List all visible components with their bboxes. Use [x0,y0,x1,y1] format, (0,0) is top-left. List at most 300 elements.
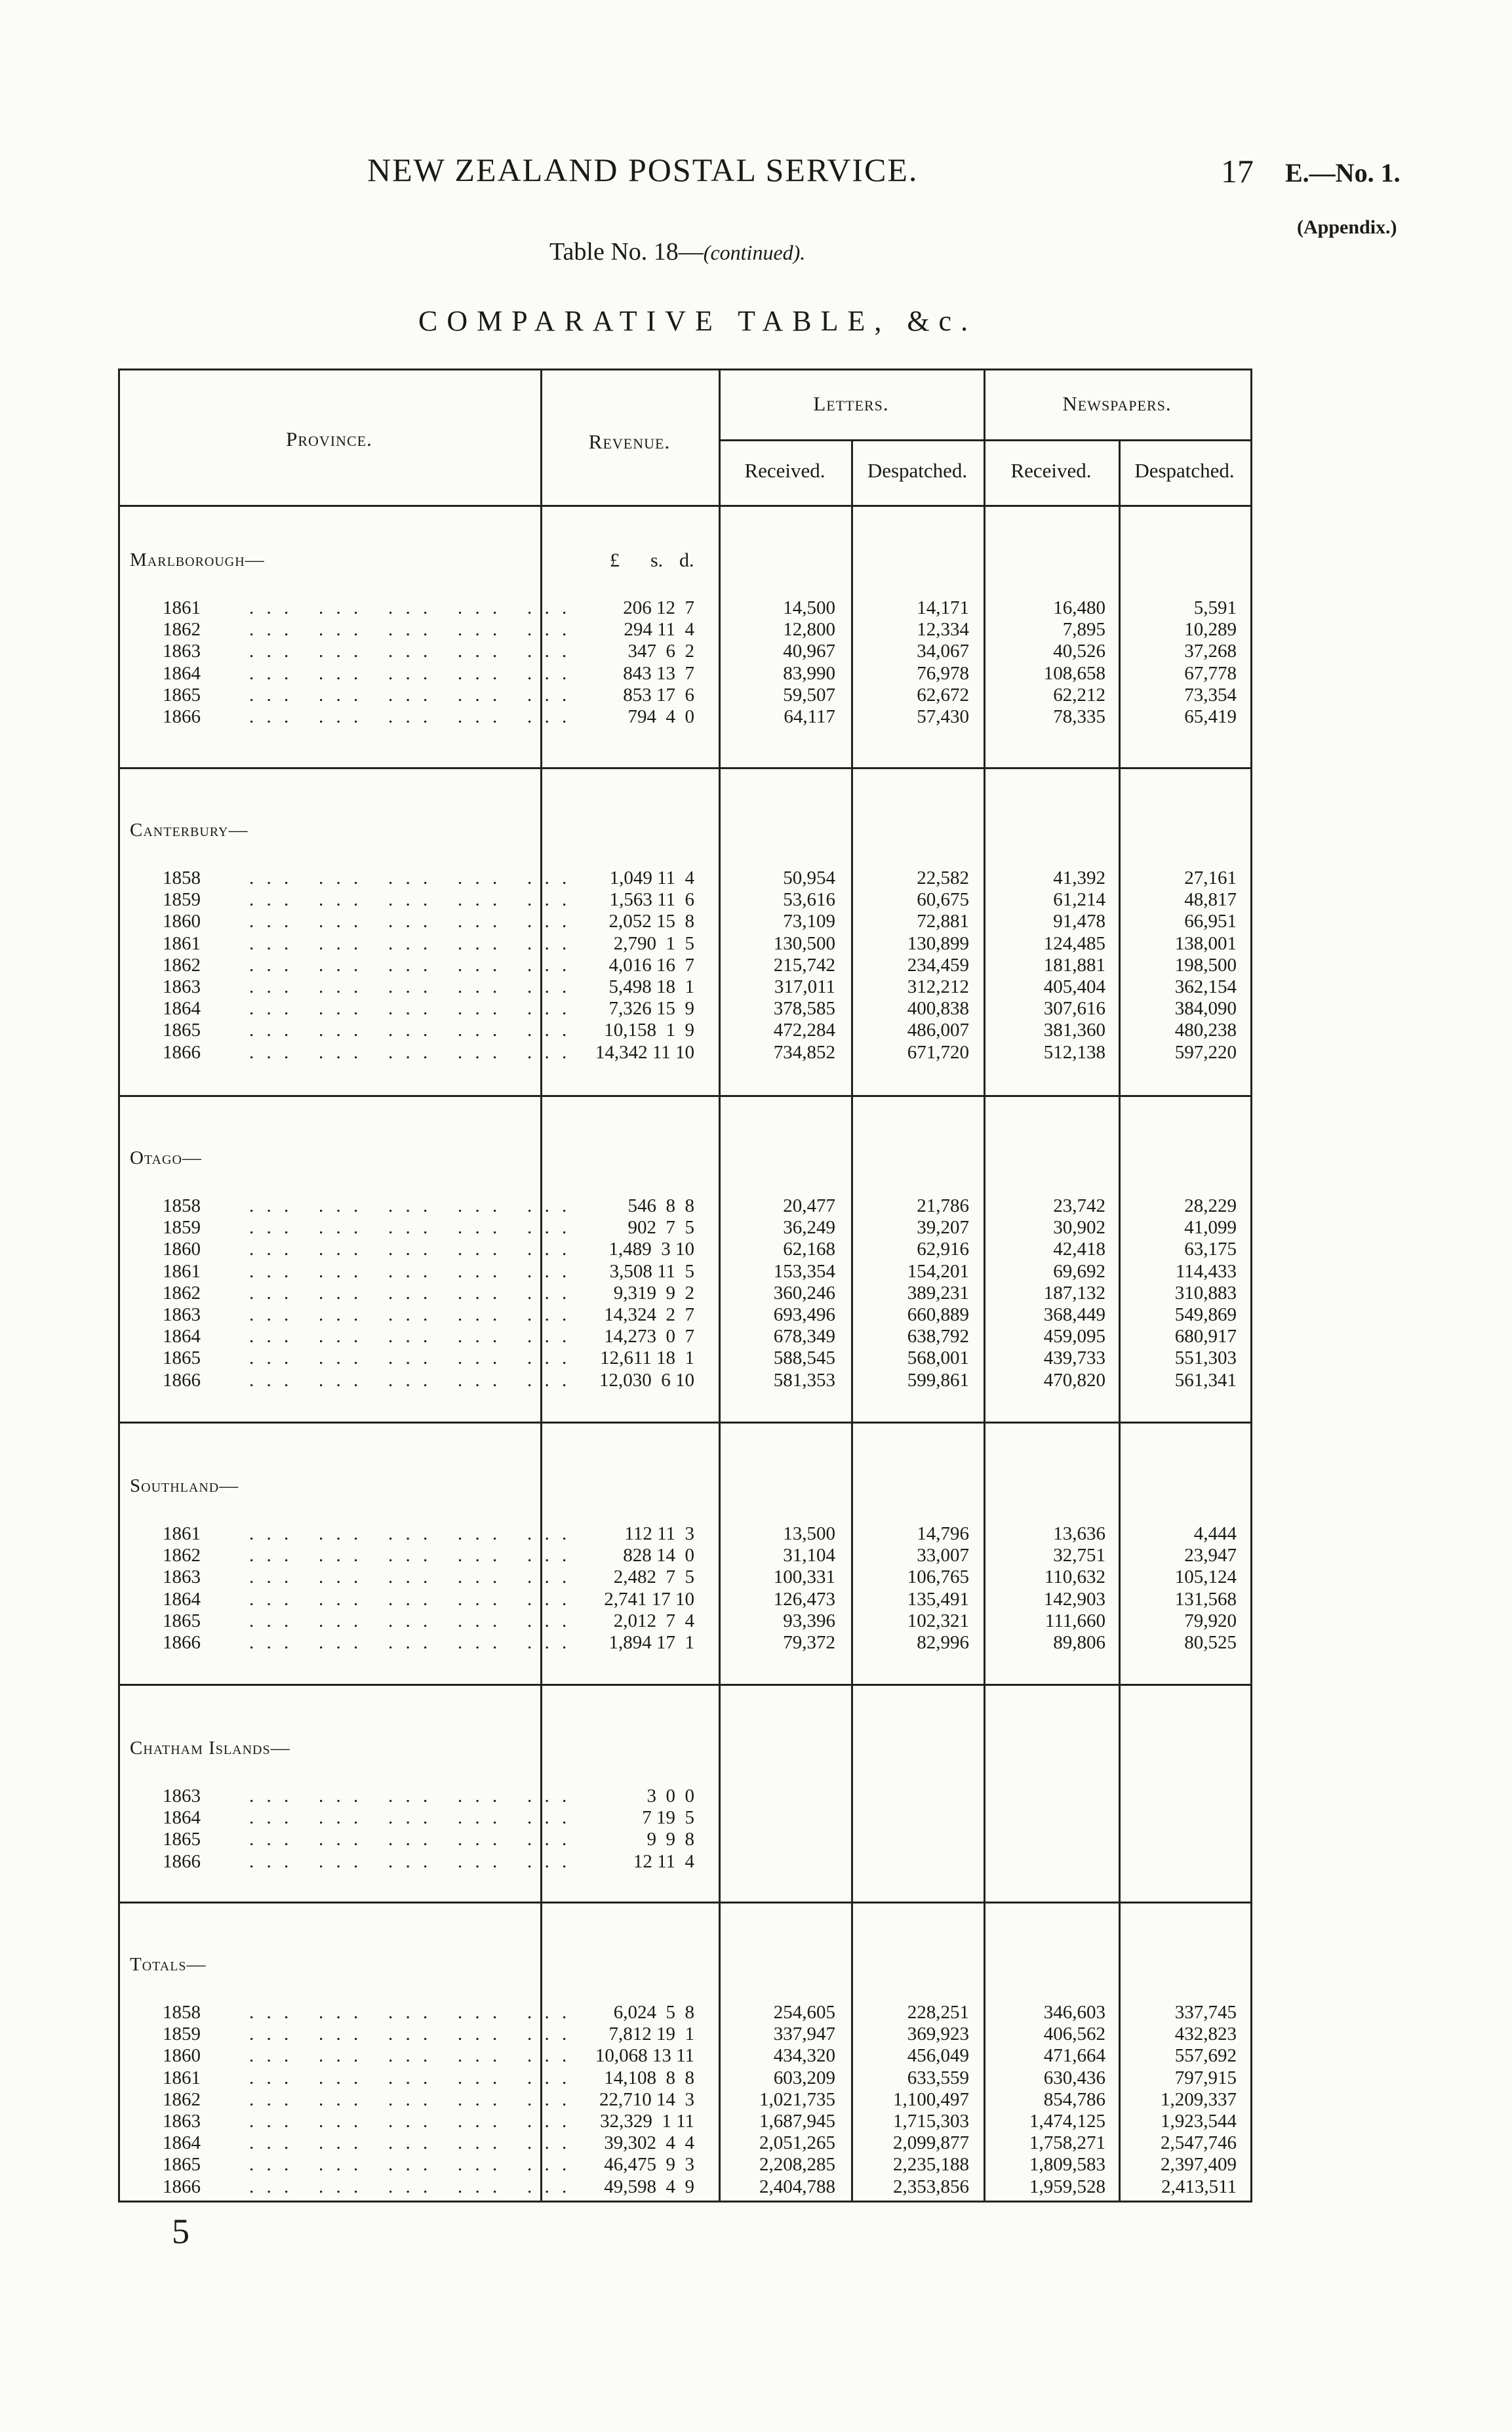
newspapers-despatched-cell: 2,397,409 [1161,2154,1237,2176]
year-cell: 1862 [163,1545,201,1566]
letters-despatched-cell: 1,100,497 [893,2088,969,2110]
letters-received-cell: 678,349 [773,1326,835,1347]
leader-dots: . . . . . . . . . . . . . . . [249,998,571,1020]
table-row [0,867,1512,889]
letters-received-cell: 126,473 [773,1588,835,1610]
rule-section-3 [118,1422,1252,1424]
year-cell: 1866 [163,2176,201,2197]
revenue-cell: 902 7 5 [627,1217,694,1239]
revenue-cell: 46,475 9 3 [604,2154,694,2176]
letters-despatched-cell: 599,861 [907,1369,969,1391]
rule-subheader [719,439,1252,441]
leader-dots: . . . . . . . . . . . . . . . [249,1041,571,1063]
newspapers-despatched-cell: 37,268 [1184,641,1237,662]
newspapers-received-cell: 1,959,528 [1029,2176,1105,2197]
letters-received-cell: 434,320 [773,2045,835,2067]
newspapers-received-cell: 1,474,125 [1029,2111,1105,2132]
year-cell: 1862 [163,2088,201,2110]
year-cell: 1866 [163,706,201,727]
leader-dots: . . . . . . . . . . . . . . . [249,2045,571,2067]
revenue-cell: 9 9 8 [647,1829,694,1850]
newspapers-received-cell: 124,485 [1043,932,1105,954]
letters-despatched-cell: 234,459 [907,954,969,976]
leader-dots: . . . . . . . . . . . . . . . [249,1260,571,1282]
table-row [0,1588,1512,1610]
newspapers-despatched-cell: 337,745 [1174,2002,1237,2023]
letters-received-cell: 2,051,265 [759,2132,835,2154]
newspapers-despatched-cell: 310,883 [1174,1282,1237,1304]
letters-despatched-cell: 62,916 [917,1239,969,1260]
newspapers-despatched-cell: 23,947 [1184,1545,1237,1566]
letters-received-cell: 59,507 [783,684,835,706]
year-cell: 1865 [163,1610,201,1631]
rule-header-bottom [118,505,1252,507]
leader-dots: . . . . . . . . . . . . . . . [249,932,571,954]
year-cell: 1863 [163,1566,201,1588]
newspapers-received-cell: 62,212 [1053,684,1105,706]
newspapers-despatched-cell: 680,917 [1174,1326,1237,1347]
table-row [0,1019,1512,1041]
newspapers-despatched-cell: 597,220 [1174,1041,1237,1063]
table-row [0,2110,1512,2132]
letters-despatched-cell: 486,007 [907,1020,969,1041]
leader-dots: . . . . . . . . . . . . . . . [249,1020,571,1041]
revenue-cell: 14,342 11 10 [595,1041,694,1063]
page-number: 17 [1221,153,1254,189]
newspapers-despatched-cell: 138,001 [1174,932,1237,954]
newspapers-received-cell: 405,404 [1043,976,1105,997]
section-label: Totals— [130,1954,207,1975]
newspapers-despatched-cell: 480,238 [1174,1020,1237,1041]
table-row [0,2088,1512,2111]
leader-dots: . . . . . . . . . . . . . . . [249,976,571,997]
leader-dots: . . . . . . . . . . . . . . . [249,1523,571,1544]
year-cell: 1859 [163,2023,201,2045]
rule-bottom [118,2201,1252,2203]
leader-dots: . . . . . . . . . . . . . . . [249,1807,571,1829]
leader-dots: . . . . . . . . . . . . . . . [249,1850,571,1872]
newspapers-received-cell: 32,751 [1053,1545,1105,1566]
newspapers-despatched-cell: 27,161 [1184,867,1237,888]
table-row [0,1785,1512,1807]
table-row [0,888,1512,911]
letters-despatched-cell: 22,582 [917,867,969,888]
revenue-cell: 2,052 15 8 [608,911,694,932]
letters-received-cell: 36,249 [783,1217,835,1239]
table-row [0,932,1512,955]
revenue-cell: 14,324 2 7 [604,1304,694,1325]
year-cell: 1864 [163,662,201,684]
year-cell: 1864 [163,1588,201,1610]
year-cell: 1860 [163,1239,201,1260]
letters-despatched-cell: 633,559 [907,2067,969,2088]
table-row [0,1369,1512,1391]
newspapers-despatched-cell: 63,175 [1184,1239,1237,1260]
year-cell: 1863 [163,641,201,662]
letters-despatched-cell: 312,212 [907,976,969,997]
letters-despatched-cell: 102,321 [907,1610,969,1631]
letters-received-cell: 62,168 [783,1239,835,1260]
year-cell: 1864 [163,998,201,1020]
leader-dots: . . . . . . . . . . . . . . . [249,684,571,706]
section-label: Canterbury— [130,820,249,841]
revenue-cell: 22,710 14 3 [599,2088,694,2110]
year-cell: 1866 [163,1041,201,1063]
letters-despatched-cell: 130,899 [907,932,969,954]
table-row [0,910,1512,932]
letters-received-cell: 378,585 [773,998,835,1020]
year-cell: 1861 [163,1260,201,1282]
revenue-cell: 7 19 5 [642,1807,694,1829]
newspapers-despatched-cell: 797,915 [1174,2067,1237,2088]
newspapers-despatched-cell: 10,289 [1184,619,1237,641]
letters-despatched-cell: 660,889 [907,1304,969,1325]
letters-received-cell: 337,947 [773,2023,835,2045]
table-number-label: Table No. 18— [549,238,704,266]
newspapers-received-cell: 61,214 [1053,889,1105,911]
letters-received-cell: 254,605 [773,2002,835,2023]
leader-dots: . . . . . . . . . . . . . . . [249,2088,571,2110]
revenue-cell: 1,563 11 6 [609,889,694,911]
section-label: Chatham Islands— [130,1738,290,1759]
table-row [0,2176,1512,2198]
leader-dots: . . . . . . . . . . . . . . . [249,911,571,932]
newspapers-despatched-cell: 549,869 [1174,1304,1237,1325]
leader-dots: . . . . . . . . . . . . . . . [249,2176,571,2197]
table-title: COMPARATIVE TABLE, &c. [418,305,978,337]
table-row [0,1304,1512,1326]
letters-received-cell: 130,500 [773,932,835,954]
revenue-cell: 12 11 4 [633,1850,694,1872]
letters-received-cell: 215,742 [773,954,835,976]
letters-despatched-cell: 456,049 [907,2045,969,2067]
letters-despatched-cell: 568,001 [907,1347,969,1369]
newspapers-received-cell: 459,095 [1043,1326,1105,1347]
newspapers-received-cell: 16,480 [1053,597,1105,618]
letters-received-cell: 83,990 [783,662,835,684]
letters-received-cell: 20,477 [783,1195,835,1216]
leader-dots: . . . . . . . . . . . . . . . [249,1610,571,1631]
leader-dots: . . . . . . . . . . . . . . . [249,1588,571,1610]
leader-dots: . . . . . . . . . . . . . . . [249,1566,571,1588]
newspapers-despatched-cell: 2,547,746 [1161,2132,1237,2154]
year-cell: 1861 [163,1523,201,1544]
leader-dots: . . . . . . . . . . . . . . . [249,1282,571,1304]
newspapers-despatched-cell: 67,778 [1184,662,1237,684]
leader-dots: . . . . . . . . . . . . . . . [249,1326,571,1347]
rule-section-2 [118,1095,1252,1097]
leader-dots: . . . . . . . . . . . . . . . [249,1829,571,1850]
table-row [0,954,1512,976]
leader-dots: . . . . . . . . . . . . . . . [249,867,571,888]
letters-despatched-cell: 57,430 [917,706,969,727]
revenue-cell: 2,482 7 5 [613,1566,694,1588]
newspapers-received-cell: 89,806 [1053,1632,1105,1653]
header-letters-despatched: Despatched. [867,459,968,482]
newspapers-despatched-cell: 4,444 [1193,1523,1237,1544]
letters-despatched-cell: 2,099,877 [893,2132,969,2154]
letters-despatched-cell: 671,720 [907,1041,969,1063]
letters-received-cell: 31,104 [783,1545,835,1566]
table-row [0,1631,1512,1654]
letters-received-cell: 360,246 [773,1282,835,1304]
letters-despatched-cell: 14,796 [917,1523,969,1544]
letters-received-cell: 50,954 [783,867,835,888]
revenue-cell: 7,326 15 9 [608,998,694,1020]
year-cell: 1865 [163,1020,201,1041]
newspapers-received-cell: 41,392 [1053,867,1105,888]
header-revenue: Revenue. [588,430,671,453]
table-row [0,640,1512,662]
header-letters: Letters. [813,392,889,415]
series-number: E.—No. 1. [1285,158,1401,188]
newspapers-despatched-cell: 1,923,544 [1161,2111,1237,2132]
table-row [0,1195,1512,1217]
newspapers-despatched-cell: 551,303 [1174,1347,1237,1369]
letters-received-cell: 1,687,945 [759,2111,835,2132]
revenue-cell: 14,273 0 7 [604,1326,694,1347]
leader-dots: . . . . . . . . . . . . . . . [249,2154,571,2176]
table-row [0,1806,1512,1829]
pence-label: d. [679,549,694,571]
newspapers-despatched-cell: 384,090 [1174,998,1237,1020]
revenue-cell: 853 17 6 [623,684,694,706]
letters-despatched-cell: 34,067 [917,641,969,662]
table-row [0,1238,1512,1260]
newspapers-despatched-cell: 80,525 [1184,1632,1237,1653]
year-cell: 1864 [163,2132,201,2154]
table-row [0,684,1512,706]
year-cell: 1866 [163,1369,201,1391]
letters-despatched-cell: 400,838 [907,998,969,1020]
year-cell: 1866 [163,1850,201,1872]
newspapers-received-cell: 30,902 [1053,1217,1105,1239]
leader-dots: . . . . . . . . . . . . . . . [249,1195,571,1216]
newspapers-received-cell: 111,660 [1044,1610,1105,1631]
revenue-cell: 12,030 6 10 [599,1369,694,1391]
revenue-cell: 2,741 17 10 [604,1588,694,1610]
letters-despatched-cell: 14,171 [917,597,969,618]
newspapers-despatched-cell: 114,433 [1175,1260,1237,1282]
page-title: NEW ZEALAND POSTAL SERVICE. [367,151,919,188]
letters-received-cell: 79,372 [783,1632,835,1653]
newspapers-despatched-cell: 557,692 [1174,2045,1237,2067]
revenue-cell: 6,024 5 8 [613,2002,694,2023]
table-row [0,1610,1512,1632]
year-cell: 1865 [163,1347,201,1369]
footer-mark: 5 [172,2212,189,2251]
newspapers-despatched-cell: 79,920 [1184,1610,1237,1631]
year-cell: 1860 [163,2045,201,2067]
year-cell: 1862 [163,1282,201,1304]
year-cell: 1862 [163,954,201,976]
newspapers-received-cell: 7,895 [1062,619,1105,641]
leader-dots: . . . . . . . . . . . . . . . [249,1304,571,1325]
letters-received-cell: 588,545 [773,1347,835,1369]
letters-despatched-cell: 135,491 [907,1588,969,1610]
revenue-cell: 546 8 8 [627,1195,694,1216]
header-province: Province. [286,428,372,450]
header-news-received: Received. [1010,459,1092,482]
revenue-cell: 10,068 13 11 [595,2045,694,2067]
letters-received-cell: 40,967 [783,641,835,662]
newspapers-received-cell: 471,664 [1043,2045,1105,2067]
newspapers-received-cell: 42,418 [1053,1239,1105,1260]
newspapers-despatched-cell: 48,817 [1184,889,1237,911]
letters-received-cell: 14,500 [783,597,835,618]
revenue-cell: 843 13 7 [623,662,694,684]
section-label: Otago— [130,1147,202,1168]
letters-despatched-cell: 1,715,303 [893,2111,969,2132]
year-cell: 1864 [163,1807,201,1829]
table-row [0,1347,1512,1369]
leader-dots: . . . . . . . . . . . . . . . [249,1347,571,1369]
letters-received-cell: 73,109 [783,911,835,932]
revenue-cell: 1,049 11 4 [609,867,694,888]
year-cell: 1863 [163,1304,201,1325]
leader-dots: . . . . . . . . . . . . . . . [249,1217,571,1239]
newspapers-received-cell: 91,478 [1053,911,1105,932]
table-row [0,1566,1512,1588]
year-cell: 1863 [163,976,201,997]
newspapers-despatched-cell: 362,154 [1174,976,1237,997]
letters-received-cell: 2,404,788 [759,2176,835,2197]
year-cell: 1864 [163,1326,201,1347]
revenue-cell: 5,498 18 1 [608,976,694,997]
shilling-label: s. [650,549,664,571]
letters-despatched-cell: 389,231 [907,1282,969,1304]
table-row [0,1216,1512,1239]
year-cell: 1863 [163,1785,201,1806]
letters-despatched-cell: 154,201 [907,1260,969,1282]
letters-despatched-cell: 369,923 [907,2023,969,2045]
newspapers-received-cell: 630,436 [1043,2067,1105,2088]
newspapers-received-cell: 346,603 [1043,2002,1105,2023]
year-cell: 1865 [163,1829,201,1850]
newspapers-despatched-cell: 105,124 [1174,1566,1237,1588]
newspapers-despatched-cell: 41,099 [1184,1217,1237,1239]
revenue-cell: 347 6 2 [627,641,694,662]
revenue-cell: 3 0 0 [647,1785,694,1806]
revenue-cell: 39,302 4 4 [604,2132,694,2154]
header-news-despatched: Despatched. [1134,459,1235,482]
letters-despatched-cell: 82,996 [917,1632,969,1653]
leader-dots: . . . . . . . . . . . . . . . [249,1785,571,1806]
newspapers-received-cell: 23,742 [1053,1195,1105,1216]
table-row [0,2001,1512,2023]
letters-received-cell: 64,117 [784,706,835,727]
newspapers-received-cell: 40,526 [1053,641,1105,662]
newspapers-despatched-cell: 561,341 [1174,1369,1237,1391]
letters-despatched-cell: 72,881 [917,911,969,932]
leader-dots: . . . . . . . . . . . . . . . [249,2132,571,2154]
table-row [0,1523,1512,1545]
letters-received-cell: 693,496 [773,1304,835,1325]
year-cell: 1865 [163,684,201,706]
table-row [0,1260,1512,1283]
pound-sign: £ [610,549,620,571]
newspapers-received-cell: 142,903 [1043,1588,1105,1610]
revenue-cell: 2,790 1 5 [613,932,694,954]
newspapers-received-cell: 368,449 [1043,1304,1105,1325]
year-cell: 1861 [163,597,201,618]
letters-received-cell: 2,208,285 [759,2154,835,2176]
newspapers-received-cell: 1,758,271 [1029,2132,1105,2154]
table-row [0,1325,1512,1347]
newspapers-despatched-cell: 28,229 [1184,1195,1237,1216]
table-row [0,1041,1512,1064]
letters-received-cell: 93,396 [783,1610,835,1631]
revenue-cell: 7,812 19 1 [608,2023,694,2045]
letters-received-cell: 12,800 [783,619,835,641]
leader-dots: . . . . . . . . . . . . . . . [249,1239,571,1260]
newspapers-despatched-cell: 65,419 [1184,706,1237,727]
appendix-label: (Appendix.) [1297,216,1397,238]
leader-dots: . . . . . . . . . . . . . . . [249,1545,571,1566]
table-row [0,662,1512,685]
leader-dots: . . . . . . . . . . . . . . . [249,954,571,976]
revenue-cell: 828 14 0 [623,1545,694,1566]
year-cell: 1862 [163,619,201,641]
newspapers-despatched-cell: 2,413,511 [1161,2176,1237,2197]
year-cell: 1859 [163,889,201,911]
letters-despatched-cell: 76,978 [917,662,969,684]
newspapers-received-cell: 512,138 [1043,1041,1105,1063]
table-row [0,597,1512,619]
year-cell: 1858 [163,1195,201,1216]
letters-despatched-cell: 12,334 [917,619,969,641]
newspapers-received-cell: 854,786 [1043,2088,1105,2110]
continued-label: (continued). [703,241,806,264]
newspapers-received-cell: 406,562 [1043,2023,1105,2045]
year-cell: 1860 [163,911,201,932]
newspapers-despatched-cell: 198,500 [1174,954,1237,976]
letters-received-cell: 53,616 [783,889,835,911]
year-cell: 1865 [163,2154,201,2176]
letters-received-cell: 153,354 [773,1260,835,1282]
table-row [0,618,1512,641]
leader-dots: . . . . . . . . . . . . . . . [249,619,571,641]
letters-despatched-cell: 21,786 [917,1195,969,1216]
table-number [549,237,805,266]
revenue-cell: 14,108 8 8 [604,2067,694,2088]
section-label: Marlborough— [130,549,265,570]
newspapers-despatched-cell: 5,591 [1193,597,1237,618]
revenue-cell: 2,012 7 4 [613,1610,694,1631]
leader-dots: . . . . . . . . . . . . . . . [249,2023,571,2045]
newspapers-despatched-cell: 1,209,337 [1161,2088,1237,2110]
year-cell: 1863 [163,2111,201,2132]
revenue-cell: 794 4 0 [627,706,694,727]
letters-received-cell: 734,852 [773,1041,835,1063]
letters-despatched-cell: 228,251 [907,2002,969,2023]
table-row [0,706,1512,728]
letters-despatched-cell: 106,765 [907,1566,969,1588]
leader-dots: . . . . . . . . . . . . . . . [249,1369,571,1391]
table-row [0,997,1512,1020]
newspapers-received-cell: 439,733 [1043,1347,1105,1369]
year-cell: 1858 [163,2002,201,2023]
leader-dots: . . . . . . . . . . . . . . . [249,641,571,662]
table-row [0,1544,1512,1566]
rule-section-1 [118,767,1252,769]
header-letters-received: Received. [744,459,826,482]
year-cell: 1858 [163,867,201,888]
rule-section-5 [118,1902,1252,1904]
table-row [0,2044,1512,2067]
letters-received-cell: 100,331 [773,1566,835,1588]
header-newspapers: Newspapers. [1062,392,1172,415]
